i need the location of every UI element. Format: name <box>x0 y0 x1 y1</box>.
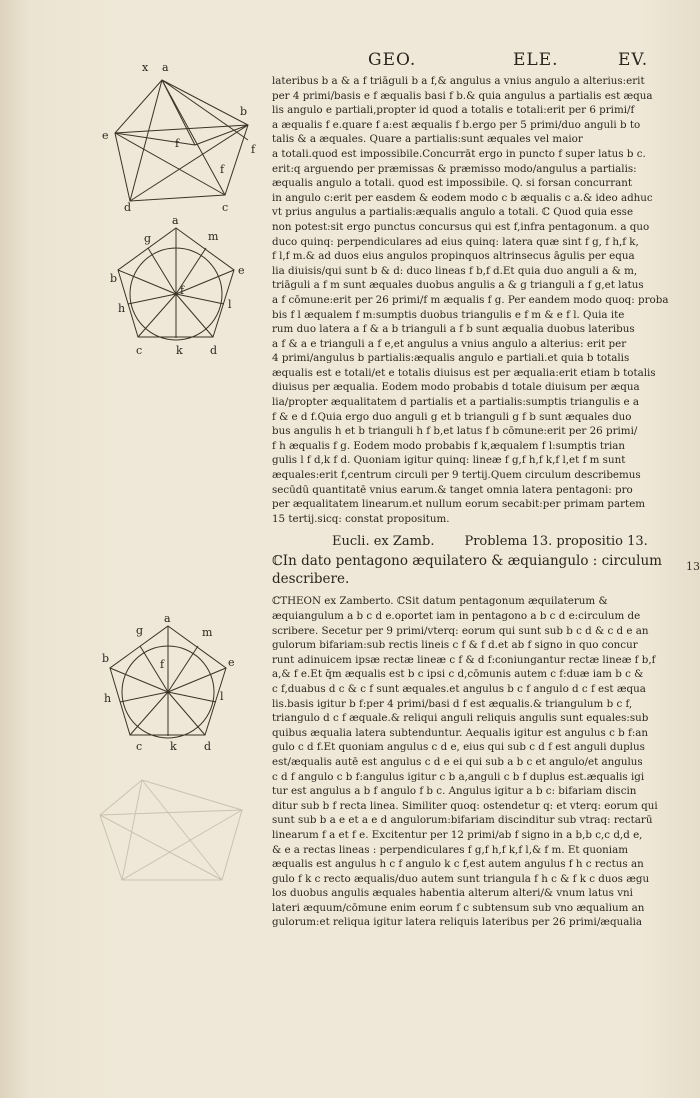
fig1-label-d: d <box>124 201 132 214</box>
fig2-label-l: l <box>228 298 232 311</box>
text-line: a,& f e.Et q̄m æqualis est b c ipsi c d,cōmunis autem c f:duæ iam b c & <box>272 668 644 681</box>
margin-note: 13 <box>686 560 700 573</box>
running-head <box>368 50 668 74</box>
text-line: æqualis est e totali/et e totalis diuisus est per æqualia:erit etiam b totalis <box>272 366 656 379</box>
fig1-label-c: c <box>222 201 229 214</box>
fig1-label-e: e <box>102 129 109 142</box>
text-line: triangulo d c f æquale.& reliqui anguli reliquis angulis sunt equales:sub <box>272 712 649 725</box>
fig1-label-x: x <box>142 61 149 74</box>
text-line: rum duo latera a f & a b trianguli a f b sunt æqualia duobus lateribus <box>272 323 635 336</box>
fig3-label-h: h <box>104 692 112 705</box>
text-line: vt prius angulus a partialis:æqualis angulo a totali. ℂ Quod quia esse <box>272 206 634 219</box>
text-line: scribere. Secetur per 9 primi/vterq: eorum qui sunt sub b c d & c d e an <box>272 624 649 637</box>
section-head <box>272 532 684 552</box>
figure-pentagon-incircle-1 <box>110 212 250 362</box>
text-line: quibus æqualia latera subtenduntur. Aequalis igitur est angulus c b f:an <box>272 726 649 739</box>
fig3-label-b: b <box>102 652 110 665</box>
text-line: c f,duabus d c & c f sunt æquales.et angulus b c f angulo d c f est æqua <box>272 682 646 695</box>
text-line: f h æqualis f g. Eodem modo probabis f k,æqualem f l:sumptis trian <box>272 439 626 452</box>
text-line: a f cōmune:erit per 26 primi/f m æqualis f g. Per eandem modo quoq: proba <box>272 293 669 306</box>
fig2-label-c: c <box>136 344 143 357</box>
text-line: est/æqualis autē est angulus c d e ei qui sub a b c et angulo/et angulus <box>272 755 643 768</box>
text-line: los duobus angulis æquales habentia alterum alteri/& vnum latus vni <box>272 887 633 900</box>
fig2-label-g: g <box>144 232 152 245</box>
fig1-label-f2: f <box>175 137 180 150</box>
enunciation <box>272 552 684 588</box>
text-line: æquales:erit f,centrum circuli per 9 tertij.Quem circulum describemus <box>272 469 641 482</box>
text-line: talis & a æquales. Quare a partialis:sunt æquales vel maior <box>272 133 583 146</box>
text-line: lateri æquum/cōmune enim eorum f c subtensum sub vno æqualium an <box>272 901 645 914</box>
fig2-label-e: e <box>238 264 245 277</box>
fig3-label-k: k <box>170 740 177 753</box>
fig2-label-d: d <box>210 344 218 357</box>
text-line: runt adinuicem ipsæ rectæ lineæ c f & d f:coniungantur rectæ lineæ f b,f <box>272 653 656 666</box>
text-line: tur est angulus a b f angulo f b c. Angulus igitur a b c: bifariam discin <box>272 785 637 798</box>
running-head-middle: ELE. <box>513 50 559 70</box>
text-block-2 <box>272 594 684 930</box>
bleed-through-figure <box>92 770 282 890</box>
text-line: c d f angulo c b f:angulus igitur c b a,anguli c b f duplus est.æqualis igi <box>272 770 645 783</box>
text-line: gulorum bifariam:sub rectis lineis c f & f d.et ab f signo in quo concur <box>272 639 638 652</box>
fig3-label-g: g <box>136 624 144 637</box>
text-line: sunt sub b a e et a e d angulorum:bifariam discinditur sub vtraq: rectarū <box>272 814 653 827</box>
fig3-label-d: d <box>204 740 212 753</box>
text-line: gulis l f d,k f d. Quoniam igitur quinq: lineæ f g,f h,f k,f l,et f m sunt <box>272 454 626 467</box>
section-head-source: Eucli. ex Zamb. <box>332 534 435 550</box>
running-head-left: GEO. <box>368 50 417 70</box>
fig2-label-k: k <box>176 344 183 357</box>
running-head-right: EV. <box>618 50 649 70</box>
text-line: lia diuisis/qui sunt b & d: duco lineas f b,f d.Et quia duo anguli a & m, <box>272 264 638 277</box>
fig2-label-f: f <box>180 284 185 297</box>
text-line: & e a rectas lineas : perpendiculares f g,f h,f k,f l,& f m. Et quoniam <box>272 843 628 856</box>
text-line: ℂIn dato pentagono æquilatero & æquiangulo : circulum <box>272 553 662 570</box>
fig3-label-e: e <box>228 656 235 669</box>
text-line: gulorum:et reliqua igitur latera reliquis lateribus per 26 primi/æqualia <box>272 916 643 929</box>
figure-pentagon-incircle-2 <box>100 610 240 760</box>
fig3-label-m: m <box>202 626 213 639</box>
fig1-label-f1: f <box>251 143 256 156</box>
section-head-problem: Problema 13. propositio 13. <box>464 534 648 550</box>
fig3-label-f: f <box>160 658 165 671</box>
text-line: per æqualitatem linearum.et nullum eorum secabit:per primam partem <box>272 498 646 511</box>
text-line: diuisus per æqualia. Eodem modo probabis d totale diuisum per æqua <box>272 381 640 394</box>
text-column <box>272 74 684 930</box>
text-line: lateribus b a & a f triāguli b a f,& angulus a vnius angulo a alterius:erit <box>272 75 645 87</box>
fig3-label-l: l <box>220 690 224 703</box>
text-line: gulo f k c recto æqualis/duo autem sunt triangula f h c & f k c duos ægu <box>272 872 650 885</box>
text-line: a totali.quod est impossibile.Concurrāt ergo in puncto f super latus b c. <box>272 147 646 160</box>
text-line: æquiangulum a b c d e.oportet iam in pentagono a b c d e:circulum de <box>272 610 641 622</box>
text-line: a f & a e trianguli a f e,et angulus a vnius angulo a alterius: erit per <box>272 337 627 350</box>
text-line: 15 tertij.sicq: constat propositum. <box>272 512 450 525</box>
text-line: f & e d f.Quia ergo duo anguli g et b trianguli g f b sunt æquales duo <box>272 410 632 423</box>
text-block-1 <box>272 74 684 526</box>
text-line: per 4 primi/basis e f æqualis basi f b.& quia angulus a partialis est æqua <box>272 89 653 102</box>
fig1-label-a: a <box>162 61 169 74</box>
text-line: secūdū quantitatē vnius earum.& tanget omnia latera pentagoni: pro <box>272 483 633 496</box>
text-line: in angulo c:erit per easdem & eodem modo c b æqualis c a.& ideo adhuc <box>272 191 653 204</box>
fig3-label-a: a <box>164 612 171 625</box>
text-line: ditur sub b f recta linea. Similiter quoq: ostendetur q: et vterq: eorum qui <box>272 799 658 812</box>
text-line: triāguli a f m sunt æquales duobus angulis a & g trianguli a f g,et latus <box>272 279 644 292</box>
fig2-label-a: a <box>172 214 179 227</box>
text-line: non potest:sit ergo punctus concursus qui est f,infra pentagonum. a quo <box>272 220 650 233</box>
text-line: bis f l æqualem f m:sumptis duobus triangulis e f m & e f l. Quia ite <box>272 308 625 321</box>
fig1-label-b: b <box>240 105 248 118</box>
text-line: describere. <box>272 571 350 588</box>
text-line: gulo c d f.Et quoniam angulus c d e, eius qui sub c d f est anguli duplus <box>272 741 645 754</box>
text-line: duco quinq: perpendiculares ad eius quinq: latera quæ sint f g, f h,f k, <box>272 235 639 248</box>
text-line: æqualis angulo a totali. quod est impossibile. Q. si forsan concurrant <box>272 177 633 190</box>
text-line: linearum f a et f e. Excitentur per 12 primi/ab f signo in a b,b c,c d,d e, <box>272 828 643 841</box>
text-line: bus angulis h et b trianguli h f b,et latus f b cōmune:erit per 26 primi/ <box>272 425 638 438</box>
fig1-label-f3: f <box>220 163 225 176</box>
text-line: lis.basis igitur b f:per 4 primi/basi d f est æqualis.& triangulum b c f, <box>272 697 633 710</box>
figure-pentagon-diagonals <box>100 55 270 215</box>
text-line: æqualis est angulus h c f angulo k c f,est autem angulus f h c rectus an <box>272 858 644 871</box>
text-line: lia/propter æqualitatem d partialis et a partialis:sumptis triangulis e a <box>272 396 640 409</box>
fig2-label-h: h <box>118 302 126 315</box>
text-line: erit:q arguendo per præmissas & præmisso modo/angulus a partialis: <box>272 162 637 175</box>
fig3-label-c: c <box>136 740 143 753</box>
fig2-label-b: b <box>110 272 118 285</box>
text-line: a æqualis f e.quare f a:est æqualis f b.ergo per 5 primi/duo anguli b to <box>272 118 641 131</box>
text-line: f l,f m.& ad duos eius angulos propinquos altrinsecus āgulis per equa <box>272 250 635 263</box>
text-line: lis angulo e partiali,propter id quod a totalis e totali:erit per 6 primi/f <box>272 104 635 117</box>
fig2-label-m: m <box>208 230 219 243</box>
text-line: ℂTHEON ex Zamberto. ℂSit datum pentagonum æquilaterum & <box>272 595 608 608</box>
text-line: 4 primi/angulus b partialis:æqualis angulo e partiali.et quia b totalis <box>272 352 630 365</box>
